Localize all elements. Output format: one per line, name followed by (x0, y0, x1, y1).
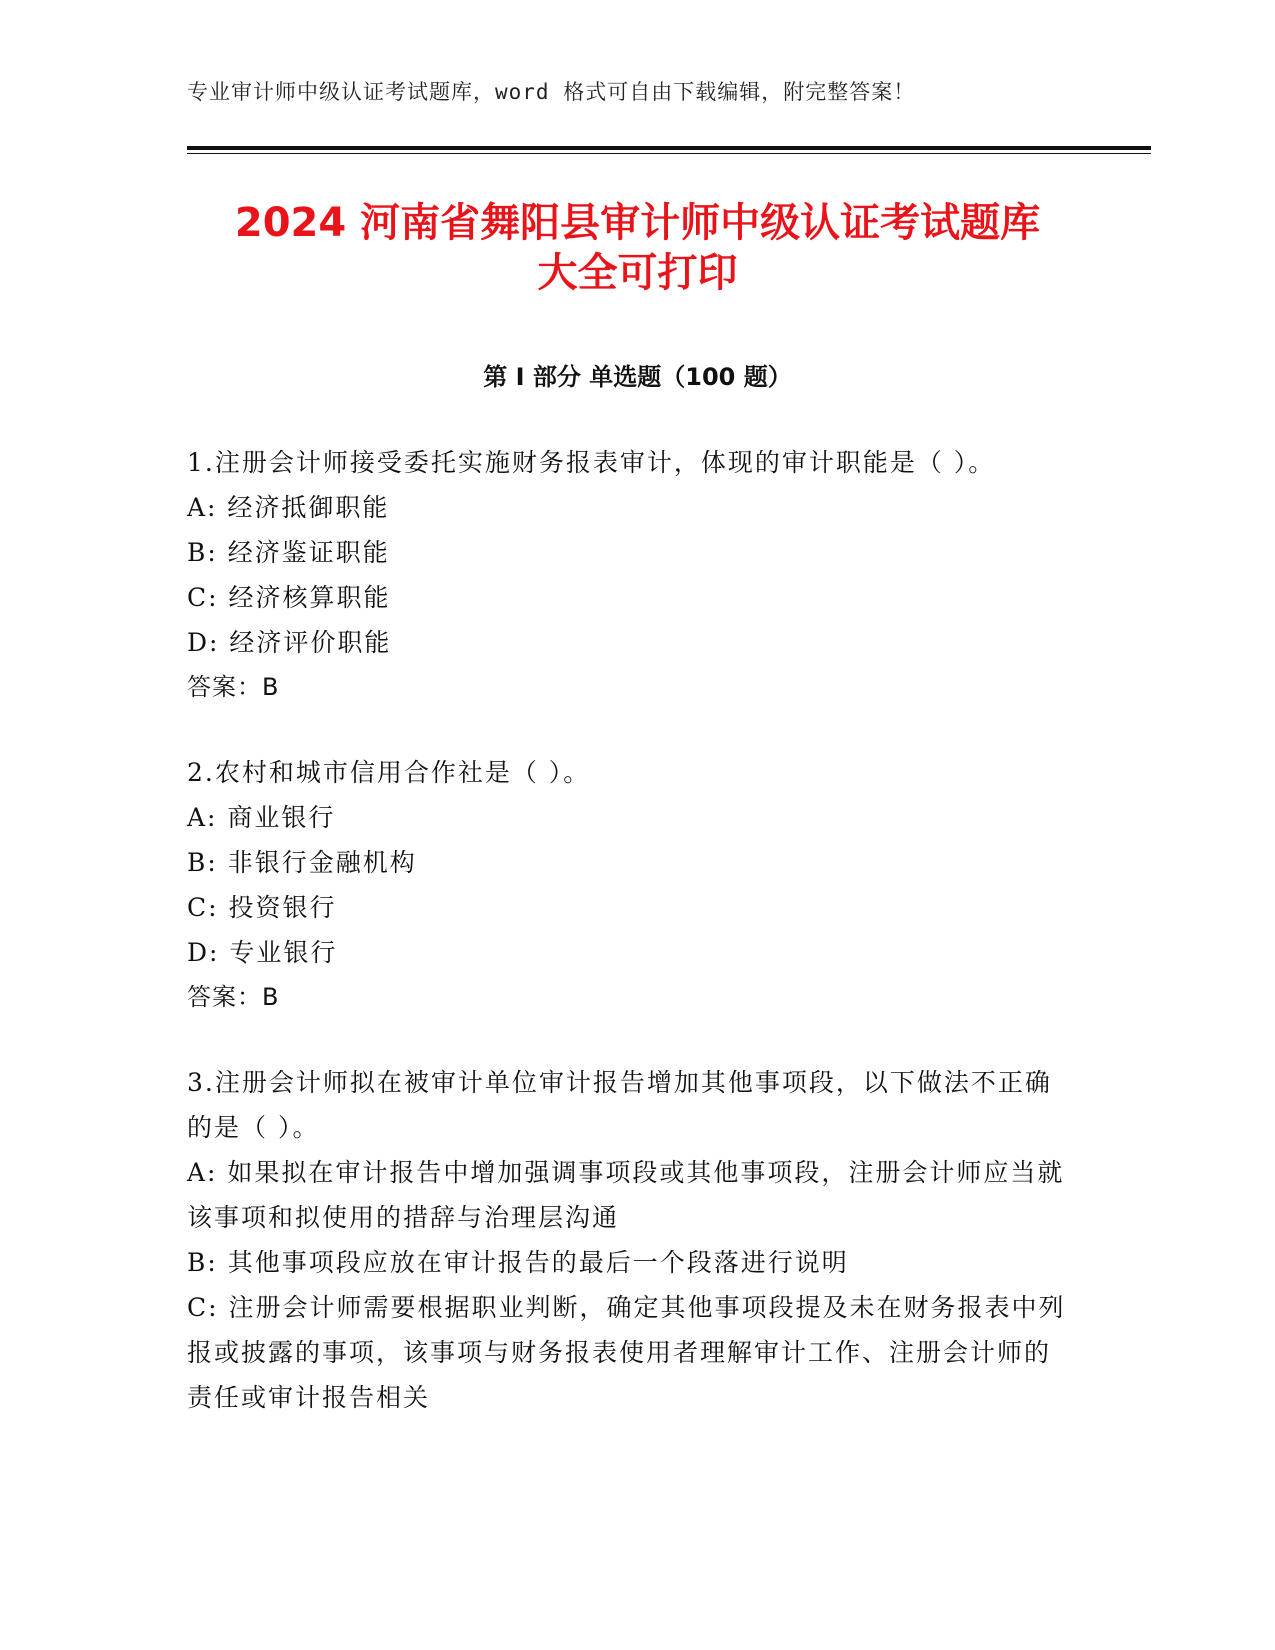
title-line-2: 大全可打印 (537, 250, 738, 296)
answer: 答案：B (187, 983, 280, 1011)
section-heading: 第 I 部分 单选题（100 题） (483, 363, 792, 391)
option-c: C: 经济核算职能 (187, 583, 391, 612)
option-c: C: 注册会计师需要根据职业判断，确定其他事项段提及未在财务报表中列报或披露的事项，该事项与财务报表使用者理解审计工作、注册会计师的责任或审计报告相关 (187, 1293, 1066, 1412)
question-1 (187, 440, 1067, 710)
option-d: D: 专业银行 (187, 938, 338, 967)
header-rule-thin (187, 153, 1151, 154)
option-a: A: 经济抵御职能 (187, 493, 390, 522)
question-stem: 1.注册会计师接受委托实施财务报表审计，体现的审计职能是（ ）。 (187, 448, 996, 477)
option-a: A: 商业银行 (187, 803, 336, 832)
document-title (170, 198, 1105, 298)
option-b: B: 非银行金融机构 (187, 848, 417, 877)
option-b: B: 其他事项段应放在审计报告的最后一个段落进行说明 (187, 1248, 849, 1277)
option-d: D: 经济评价职能 (187, 628, 392, 657)
question-3 (187, 1060, 1067, 1420)
question-stem: 3.注册会计师拟在被审计单位审计报告增加其他事项段，以下做法不正确的是（ ）。 (187, 1068, 1052, 1142)
header-note: 专业审计师中级认证考试题库，word 格式可自由下载编辑，附完整答案！ (187, 80, 916, 104)
option-a: A: 如果拟在审计报告中增加强调事项段或其他事项段，注册会计师应当就该事项和拟使用的措辞与治理层沟通 (187, 1158, 1065, 1232)
option-b: B: 经济鉴证职能 (187, 538, 390, 567)
answer: 答案：B (187, 673, 280, 701)
question-list (187, 440, 1067, 1460)
question-2 (187, 750, 1067, 1020)
header-rule-thick (187, 146, 1151, 150)
question-stem: 2.农村和城市信用合作社是（ ）。 (187, 758, 591, 787)
option-c: C: 投资银行 (187, 893, 337, 922)
title-line-1: 2024 河南省舞阳县审计师中级认证考试题库 (234, 200, 1041, 246)
